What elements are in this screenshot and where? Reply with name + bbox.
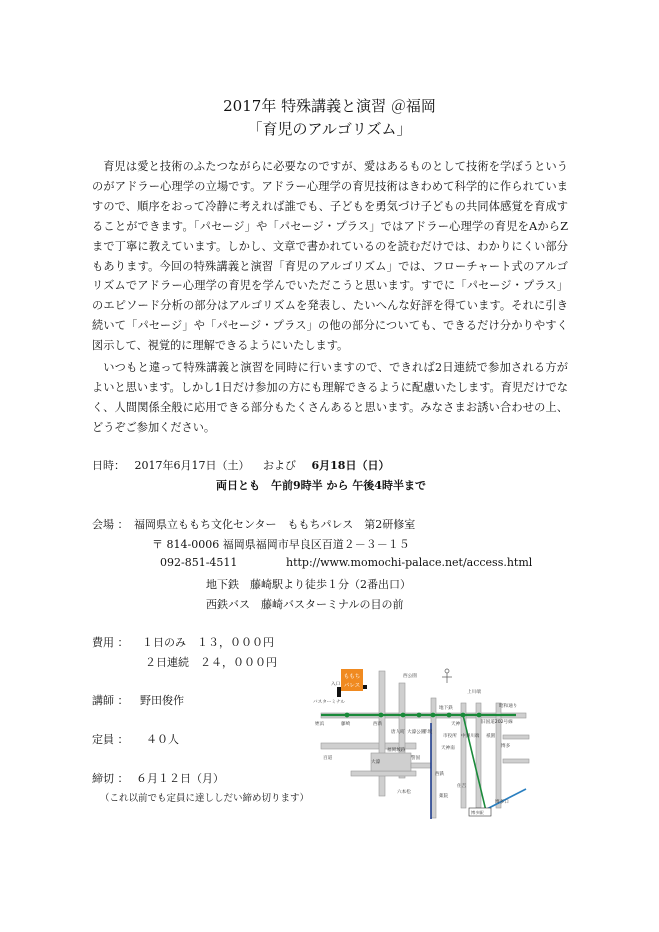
lecturer-row <box>92 692 184 708</box>
logo-text-1: ももち <box>343 674 361 680</box>
logo-text-2: パレス <box>343 683 361 689</box>
label-ohorikoen: 大濠公園 <box>407 730 426 735</box>
schedule-date-1: 2017年6月17日（土） <box>134 459 250 472</box>
label-fukuoka-castle: 福岡城跡 <box>387 748 406 753</box>
label-nishi-koen: 西公園 <box>403 674 417 679</box>
label-sumiyoshi: 住吉 <box>457 784 467 789</box>
bus-stop-icon <box>337 687 341 697</box>
deadline-value: ６月１２日（月） <box>136 772 224 785</box>
second-paragraph: いつもと違って特殊講義と演習を同時に行いますので、できれば2日連続で参加される方がよいと思います。しかし1日だけ参加の方にも理解できるように配慮いたします。育児だけでなく、人間関係全般に応用できる部分もたくさんあると思います。みなさまお誘い合わせの上、どうぞご参加ください。 <box>92 361 568 434</box>
label-tenjin: 天神 <box>451 722 461 727</box>
title-line-1: 2017年 特殊講義と演習 ＠福岡 <box>223 97 436 115</box>
label-momochi: 百道 <box>323 756 333 761</box>
deadline-row <box>92 770 224 786</box>
intro-paragraph: 育児は愛と技術のふたつながらに必要なのですが、愛はあるものとして技術を学ぼうというのがアドラー心理学の立場です。アドラー心理学の育児技術はきわめて科学的に作られていますので、順序をおって冷静に考えれば誰でも、子どもを勇気づけ子どもの共同体感覚を育成することができます。「パセージ」や「パセージ・プラス」ではアドラー心理学の育児をAからZまで丁寧に教えています。しかし、文章で書かれているのを読むだけでは、わかりにくい部分もあります。今回の特殊講義と演習「育児のアルゴリズム」では、フローチャート式のアルゴリズムでアドラー心理学の育児を学んでいただこうと思います。すでに「パセージ・プラス」のエピソード分析の部分はアルゴリズムを発表し、たいへんな好評を得ています。それに引き続いて「パセージ」や「パセージ・プラス」の他の部分についても、できるだけ分かりやすく図示して、視覚的に理解できるようにいたします。 <box>92 160 568 353</box>
station-marker <box>401 713 406 718</box>
label-gion: 祇園 <box>486 734 496 739</box>
entrance-marker <box>363 685 367 689</box>
label-nishitetsu: 西鉄 <box>435 772 445 777</box>
venue-row <box>92 516 415 532</box>
access-map <box>311 663 533 825</box>
fee-label: 費用 ： <box>92 636 129 649</box>
venue-address: 〒 814-0006 福岡県福岡市早良区百道２－３－１５ <box>152 538 410 551</box>
fee-two-days: ２日連続 ２４，０００円 <box>145 656 277 669</box>
station-marker <box>417 713 422 718</box>
label-yakuin: 薬院 <box>439 794 449 799</box>
schedule-row <box>92 457 389 473</box>
label-meinohama: 姪浜 <box>315 722 325 727</box>
schedule-time: 両日とも 午前9時半 から 午後4時半まで <box>216 479 426 492</box>
schedule-date-2: 6月18日（日） <box>311 459 390 472</box>
label-tenjin-minami: 天神南 <box>441 746 455 751</box>
venue-phone: 092-851-4511 <box>160 556 238 569</box>
venue-bus: 西鉄バス 藤崎バスターミナルの目の前 <box>206 598 404 611</box>
label-kamikawabata: 上川端 <box>467 690 481 695</box>
title-line-2: 「育児のアルゴリズム」 <box>247 120 412 138</box>
label-akasaka: 赤坂 <box>423 730 433 735</box>
fee-one-day: １日のみ １３，０００円 <box>142 636 274 649</box>
label-cityhall: 市役所 <box>443 734 457 739</box>
label-entrance: 入口 <box>331 682 341 687</box>
station-marker <box>447 713 452 718</box>
label-hakata: 博多 <box>501 744 511 749</box>
venue-subway: 地下鉄 藤崎駅より徒歩１分（2番出口） <box>206 578 411 591</box>
capacity-label: 定員 ： <box>92 733 129 746</box>
deadline-note: （これ以前でも定員に達ししだい締め切ります） <box>100 793 310 804</box>
venue-name: 福岡県立ももち文化センター ももちパレス 第2研修室 <box>134 518 416 531</box>
capacity-value: ４０人 <box>146 733 179 746</box>
label-subway: 地下鉄 <box>439 706 453 711</box>
capacity-row <box>92 731 179 747</box>
label-ohori: 大濠 <box>371 760 381 765</box>
compass-icon <box>442 669 452 683</box>
label-showa: 昭和通り <box>499 704 518 709</box>
lecturer-name: 野田俊作 <box>140 694 184 707</box>
label-fujisaki: 藤崎 <box>341 722 351 727</box>
label-ropponmatsu: 六本松 <box>397 790 411 795</box>
schedule-and: および <box>263 459 296 472</box>
label-hakata-station: 博多駅 <box>471 810 484 815</box>
subway-branch <box>463 715 486 811</box>
station-marker <box>477 713 482 718</box>
label-hakata-exit: 博多口 <box>495 800 509 805</box>
venue-url[interactable]: http://www.momochi-palace.net/access.html <box>286 556 533 569</box>
station-marker <box>431 713 436 718</box>
deadline-label: 締切 ： <box>92 772 129 785</box>
map-roads <box>321 671 529 818</box>
label-route202: 旧国道202号線 <box>481 720 513 725</box>
fee-row <box>92 634 274 650</box>
label-tojinmachi: 唐人町 <box>391 730 405 735</box>
schedule-label: 日時： <box>92 459 125 472</box>
label-bus-terminal: バスターミナル <box>313 700 345 705</box>
venue-label: 会場 ： <box>92 518 129 531</box>
lecturer-label: 講師 ： <box>92 694 129 707</box>
label-kego: 警固 <box>411 756 421 761</box>
label-nakasu: 中洲川端 <box>461 734 480 739</box>
station-marker <box>345 713 350 718</box>
label-nishijin: 西新 <box>373 722 383 727</box>
station-marker <box>379 713 384 718</box>
